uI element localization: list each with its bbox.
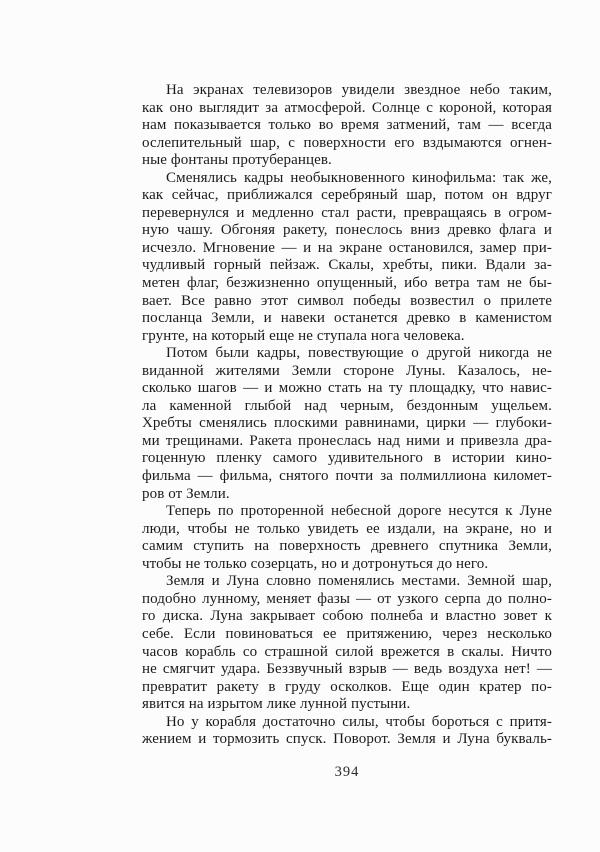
page-text <box>142 82 552 749</box>
text-line: себе. Если повиноваться ее притяжению, через несколько <box>142 625 552 642</box>
text-line: Сменялись кадры необыкновенного кинофильма: так же, <box>166 169 552 186</box>
text-line: люди, чтобы не только увидеть ее издали, на экране, но и <box>142 520 552 537</box>
text-line: вает. Все равно этот символ победы возвестил о прилете <box>142 292 552 309</box>
text-line: ные фонтаны протуберанцев. <box>142 152 332 169</box>
text-line: Потом были кадры, повествующие о другой никогда не <box>166 345 552 362</box>
text-line: Земля и Луна словно поменялись местами. Земной шар, <box>166 573 552 590</box>
text-line: не смягчит удара. Беззвучный взрыв — ведь воздуха нет! — <box>142 661 552 678</box>
text-line: явится на изрытом лике лунной пустыни. <box>142 696 411 713</box>
text-line: как оно выглядит за атмосферой. Солнце с короной, которая <box>142 99 552 116</box>
text-line: Теперь по проторенной небесной дороге несутся к Луне <box>166 503 552 520</box>
text-line: виданной жителями Земли стороне Луны. Казалось, не- <box>142 362 552 379</box>
text-line: Хребты сменялись плоскими равнинами, цирки — глубоки- <box>142 415 552 432</box>
text-line: ров от Земли. <box>142 485 230 502</box>
text-line: На экранах телевизоров увидели звездное небо таким, <box>166 82 552 98</box>
text-line: ную чашу. Обгоняя ракету, понеслось вниз древко флага и <box>142 222 552 239</box>
paragraph <box>142 82 552 170</box>
text-line: фильма — фильма, снятого почти за полмиллиона километ- <box>142 468 552 485</box>
text-line: самим ступить на поверхность древнего спутника Земли, <box>142 538 552 555</box>
text-line: Но у корабля достаточно силы, чтобы бороться с притя- <box>166 713 552 730</box>
paragraph <box>142 503 552 573</box>
text-line: ослепительный шар, с поверхности его вздымаются огнен- <box>142 134 552 151</box>
text-line: как сейчас, приближался серебряный шар, потом он вдруг <box>142 187 552 204</box>
text-line: ла каменной глыбой над черным, бездонным ущельем. <box>142 397 552 414</box>
text-line: гоценную пленку самого удивительного в истории кино- <box>142 450 552 467</box>
paragraph <box>142 170 552 345</box>
paragraph <box>142 714 552 749</box>
text-line: жением и тормозить спуск. Поворот. Земля и Луна букваль- <box>142 731 552 748</box>
text-line: метен флаг, безжизненно опущенный, ибо ветра там не бы- <box>142 275 552 292</box>
text-line: го диска. Луна закрывает собою полнеба и властно зовет к <box>142 608 552 625</box>
page-number: 394 <box>334 764 360 780</box>
text-line: ми трещинами. Ракета пронеслась над ними и привезла дра- <box>142 432 552 449</box>
text-line: нам показывается только во время затмений, там — всегда <box>142 117 552 134</box>
text-line: часов корабль со страшной силой врежется в скалы. Ничто <box>142 643 552 660</box>
text-line: перевернулся и медленно стал расти, превращаясь в огром- <box>142 204 552 221</box>
text-line: посланца Земли, и навеки останется древко в каменистом <box>142 310 552 327</box>
paragraph <box>142 573 552 713</box>
text-line: подобно лунному, меняет фазы — от узкого серпа до полно- <box>142 590 552 607</box>
text-line: чудливый горный пейзаж. Скалы, хребты, пики. Вдали за- <box>142 257 552 274</box>
paragraph <box>142 345 552 503</box>
text-line: превратит ракету в груду осколков. Еще один кратер по- <box>142 678 552 695</box>
text-line: сколько шагов — и можно стать на ту площадку, что навис- <box>142 380 552 397</box>
text-line: чтобы не только созерцать, но и дотронуться до него. <box>142 555 489 572</box>
text-line: исчезло. Мгновение — и на экране остановился, замер при- <box>142 239 552 256</box>
text-line: грунте, на который еще не ступала нога человека. <box>142 327 465 344</box>
